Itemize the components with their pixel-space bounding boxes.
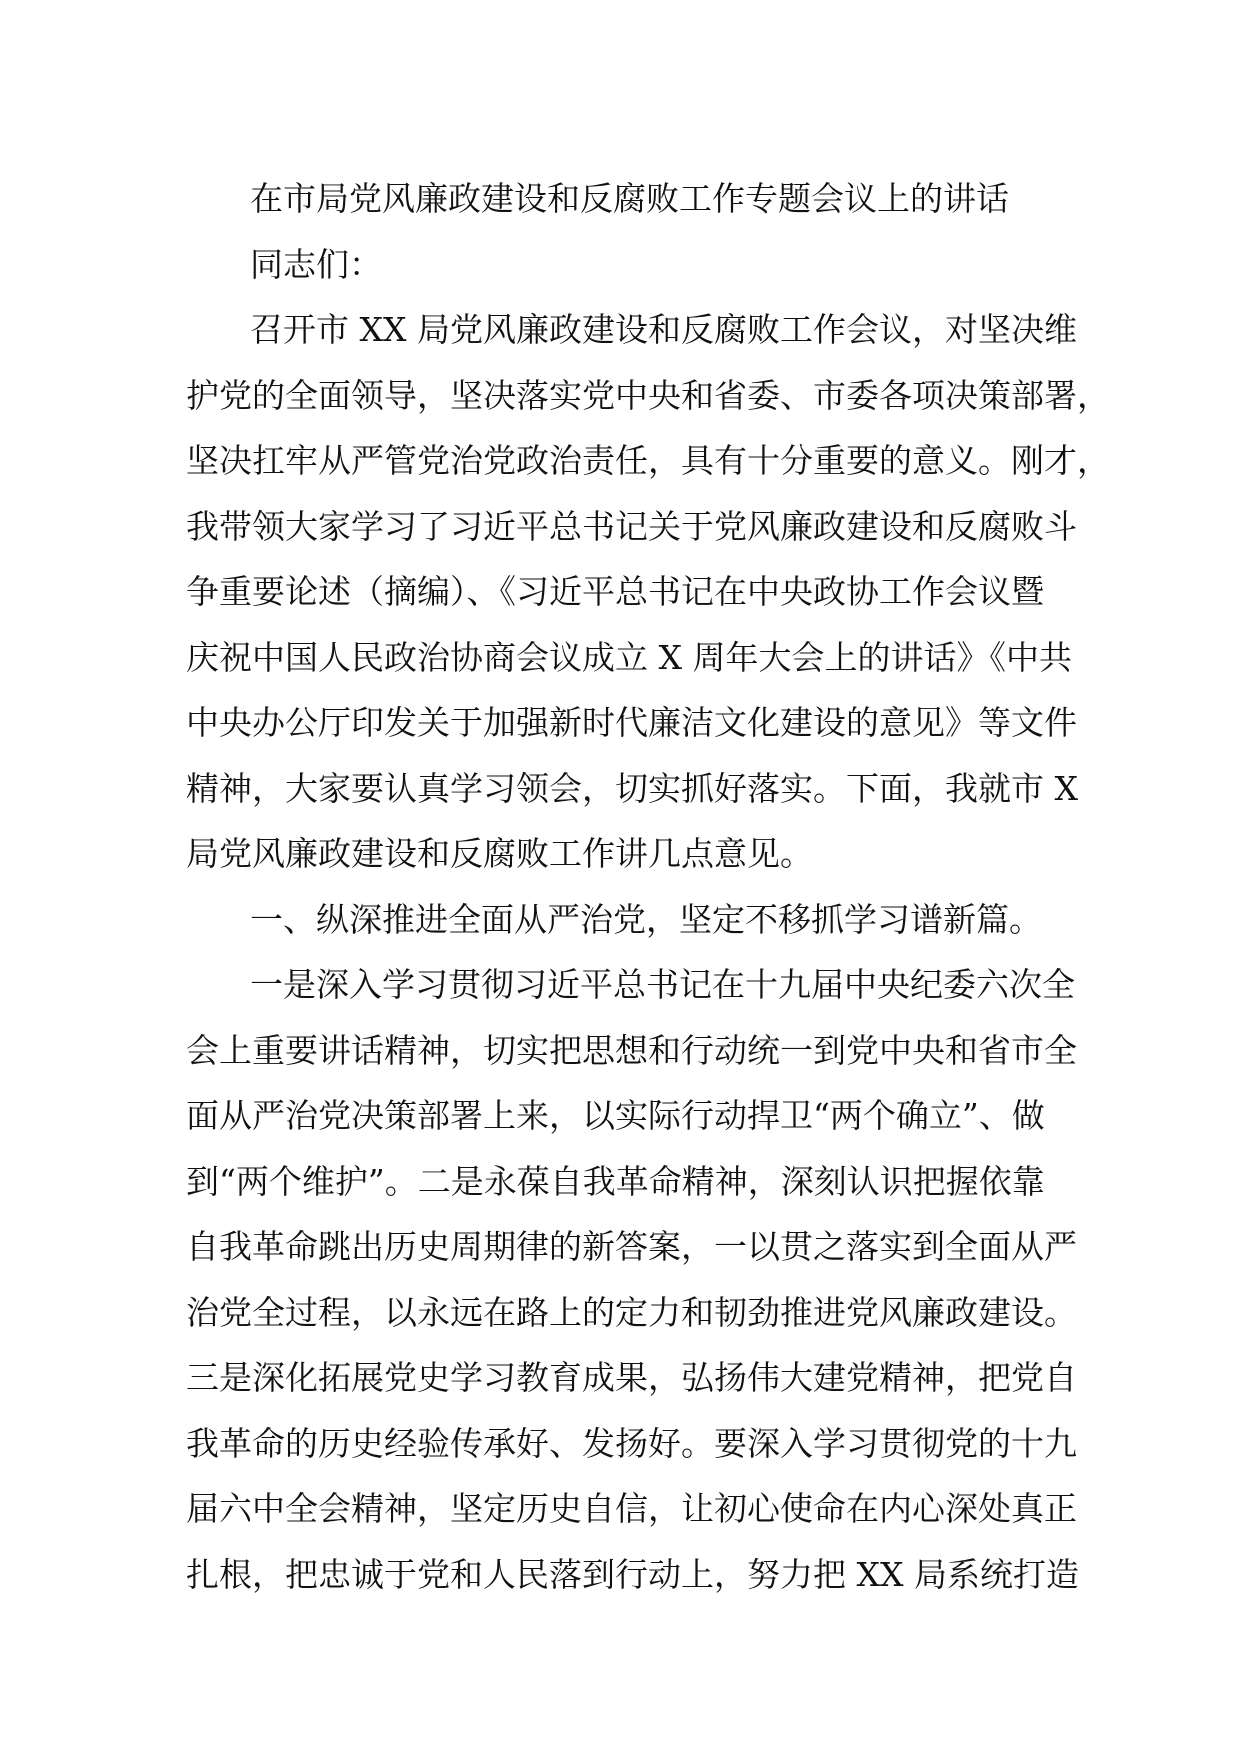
paragraph-line: 届六中全会精神，坚定历史自信，让初心使命在内心深处真正 <box>186 1489 1077 1528</box>
paragraph-line: 到“两个维护”。二是永葆自我革命精神，深刻认识把握依靠 <box>186 1161 1045 1201</box>
paragraph-section-one <box>186 952 1079 1607</box>
paragraph-line: 精神，大家要认真学习领会，切实抓好落实。下面，我就市 X <box>186 768 1078 808</box>
document-body <box>186 166 1110 1607</box>
section-heading <box>186 887 1056 953</box>
paragraph-line: 会上重要讲话精神，切实把思想和行动统一到党中央和省市全 <box>186 1030 1077 1070</box>
paragraph-line: 争重要论述（摘编）、《习近平总书记在中央政协工作会议暨 <box>186 572 1044 611</box>
paragraph-line: 召开市 XX 局党风廉政建设和反腐败工作会议，对坚决维 <box>250 310 1077 349</box>
paragraph-line: 三是深化拓展党史学习教育成果，弘扬伟大建党精神，把党自 <box>186 1358 1077 1397</box>
paragraph-line: 庆祝中国人民政治协商会议成立 X 周年大会上的讲话》《中共 <box>186 637 1072 677</box>
salutation: 同志们： <box>250 244 382 284</box>
paragraph-line: 坚决扛牢从严管党治党政治责任，具有十分重要的意义。刚才， <box>186 441 1110 480</box>
document-title: 在市局党风廉政建设和反腐败工作专题会议上的讲话 <box>250 179 1009 218</box>
paragraph-line: 我革命的历史经验传承好、发扬好。要深入学习贯彻党的十九 <box>186 1423 1077 1463</box>
paragraph-line: 局党风廉政建设和反腐败工作讲几点意见。 <box>186 834 813 873</box>
paragraph-line: 我带领大家学习了习近平总书记关于党风廉政建设和反腐败斗 <box>186 506 1077 546</box>
paragraph-line: 面从严治党决策部署上来，以实际行动捍卫“两个确立”、做 <box>186 1096 1045 1135</box>
paragraph-opening <box>186 297 1110 887</box>
paragraph-line: 中央办公厅印发关于加强新时代廉洁文化建设的意见》等文件 <box>186 703 1077 742</box>
paragraph-line: 治党全过程，以永远在路上的定力和韧劲推进党风廉政建设。 <box>186 1292 1077 1332</box>
paragraph-line: 护党的全面领导，坚决落实党中央和省委、市委各项决策部署， <box>186 375 1110 415</box>
paragraph-line: 自我革命跳出历史周期律的新答案，一以贯之落实到全面从严 <box>186 1227 1077 1266</box>
section-heading-line: 一、纵深推进全面从严治党，坚定不移抓学习谱新篇。 <box>250 899 1042 939</box>
paragraph-line: 一是深入学习贯彻习近平总书记在十九届中央纪委六次全 <box>250 965 1075 1004</box>
paragraph-line: 扎根，把忠诚于党和人民落到行动上，努力把 XX 局系统打造 <box>186 1554 1079 1594</box>
